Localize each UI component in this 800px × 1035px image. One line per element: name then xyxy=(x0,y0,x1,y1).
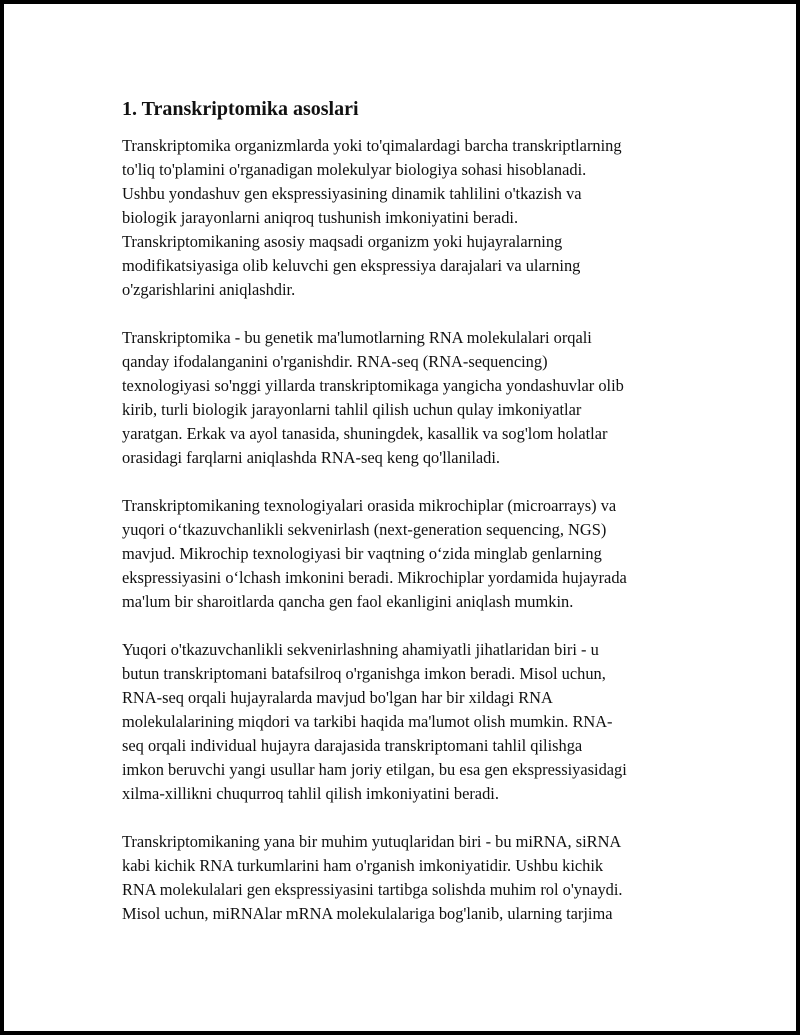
paragraph-1: Transkriptomika organizmlarda yoki to'qimalardagi barcha transkriptlarning to'liq to'plamini o'rganadigan molekulyar biologiya sohasi hisoblanadi. Ushbu yondashuv gen ekspressiyasining dinamik tahlilini o'tkazish va biologik jarayonlarni aniqroq tushunish imkoniyatini beradi. Transkriptomikaning asosiy maqsadi organizm yoki hujayralarning modifikatsiyasiga olib keluvchi gen ekspressiya darajalari va ularning o'zgarishlarini aniqlashdir. xyxy=(122,136,622,299)
section-title: 1. Transkriptomika asoslari xyxy=(122,98,359,120)
paragraph-4: Yuqori o'tkazuvchanlikli sekvenirlashning ahamiyatli jihatlaridan biri - u butun transkriptomani batafsilroq o'rganishga imkon beradi. Misol uchun, RNA-seq orqali hujayralarda mavjud bo'lgan har bir xildagi RNA molekulalarining miqdori va tarkibi haqida ma'lumot olish mumkin. RNA- seq orqali individual hujayra darajasida transkriptomani tahlil qilishga imkon beruvchi yangi usullar ham joriy etilgan, bu esa gen ekspressiyasidagi xilma-xillikni chuqurroq tahlil qilish imkoniyatini beradi. xyxy=(122,640,627,803)
paragraph-2: Transkriptomika - bu genetik ma'lumotlarning RNA molekulalari orqali qanday ifodalanganini o'rganishdir. RNA-seq (RNA-sequencing) texnologiyasi so'nggi yillarda transkriptomikaga yangicha yondashuvlar olib kirib, turli biologik jarayonlarni tahlil qilish uchun qulay imkoniyatlar yaratgan. Erkak va ayol tanasida, shuningdek, kasallik va sog'lom holatlar orasidagi farqlarni aniqlashda RNA-seq keng qo'llaniladi. xyxy=(122,328,624,467)
paragraph-3: Transkriptomikaning texnologiyalari orasida mikrochiplar (microarrays) va yuqori o‘tkazuvchanlikli sekvenirlash (next-generation sequencing, NGS) mavjud. Mikrochip texnologiyasi bir vaqtning o‘zida minglab genlarning ekspressiyasini o‘lchash imkonini beradi. Mikrochiplar yordamida hujayrada ma'lum bir sharoitlarda qancha gen faol ekanligini aniqlash mumkin. xyxy=(122,496,627,611)
document-body xyxy=(122,95,694,950)
paragraph-5: Transkriptomikaning yana bir muhim yutuqlaridan biri - bu miRNA, siRNA kabi kichik RNA turkumlarini ham o'rganish imkoniyatidir. Ushbu kichik RNA molekulalari gen ekspressiyasini tartibga solishda muhim rol o'ynaydi. Misol uchun, miRNAlar mRNA molekulalariga bog'lanib, ularning tarjima xyxy=(122,832,623,923)
